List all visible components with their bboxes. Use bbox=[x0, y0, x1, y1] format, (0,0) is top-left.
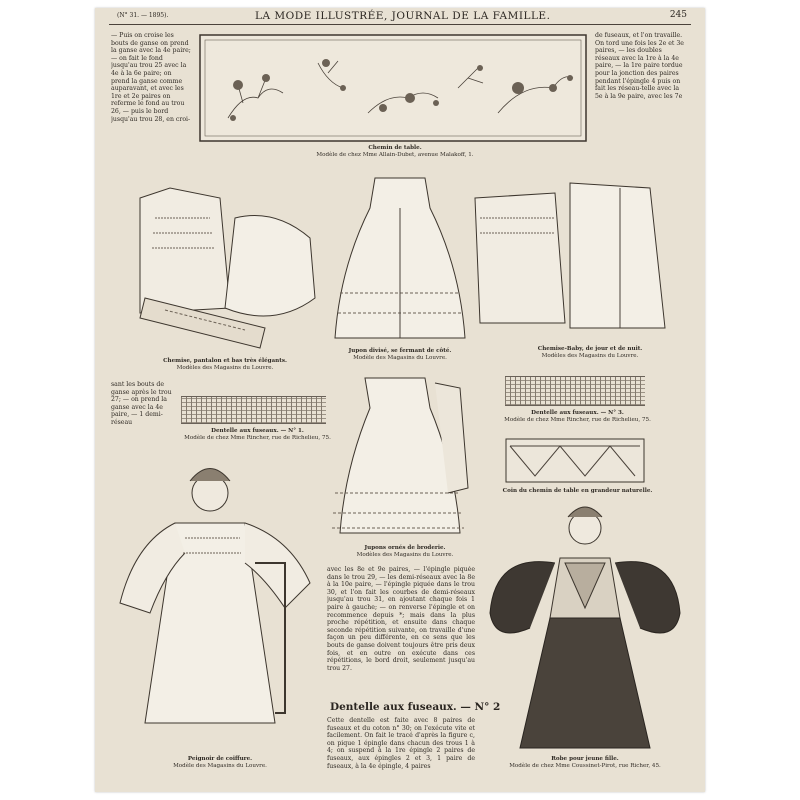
journal-title: LA MODE ILLUSTRÉE, JOURNAL DE LA FAMILLE. bbox=[255, 10, 551, 22]
text-top-right: de fuseaux, et l'on travaille. On tord une fois les 2e et 3e paires, — les doubles réseaux avec la 1re à la 4e paire, — la 1re paire tordue pour la jonction des paires pendant l'épingle 4 puis on fait les réseau-telle avec la 5e à la 9e paire, avec les 7e bbox=[595, 32, 684, 100]
caption-peignoir-credit: Modèle des Magasins du Louvre. bbox=[173, 763, 267, 769]
caption-dentelle1-title: Dentelle aux fuseaux. — N° 1. bbox=[211, 428, 304, 434]
issue-number: (N° 31. — 1895). bbox=[117, 12, 169, 19]
caption-chemise bbox=[120, 358, 330, 372]
coin-chemin-illustration bbox=[505, 438, 645, 483]
text-mid-left: sant les bouts de ganse après le trou 27; — on prend la ganse avec la 4e paire, — 1 demi-réseau bbox=[111, 381, 172, 426]
caption-robe-title: Robe pour jeune fille. bbox=[551, 756, 619, 762]
magazine-page bbox=[95, 8, 705, 792]
page-header bbox=[95, 8, 705, 24]
caption-peignoir-title: Peignoir de coiffure. bbox=[187, 756, 253, 762]
text-middle-column: avec les 8e et 9e paires, — l'épingle piquée dans le trou 29, — les demi-réseaux avec la 8e à la 10e paire, — l'épingle piquée dans le trou 30, et l'on fait les courbes de demi-réseaux jusqu'au trou 31, en ajoutant chaque fois 1 paire à gauche; — on renverse l'épingle et on recommence depuis *; mais dans la plus proche répétition, et ensuite dans chaque seconde répétition suivante, on travaille d'une façon un peu différente, en ce sens que les bouts de ganse doivent toujours être pris deux fois, et en outre on exécute dans ces répétitions, le bord droit, seulement jusqu'au trou 27. bbox=[327, 566, 475, 672]
caption-jupon-divise-title: Jupon divisé, se fermant de côté. bbox=[348, 348, 452, 354]
caption-dentelle3-title: Dentelle aux fuseaux. — N° 3. bbox=[531, 410, 624, 416]
header-rule bbox=[109, 24, 691, 25]
caption-jupons-brodes-title: Jupons ornés de broderie. bbox=[364, 545, 446, 551]
caption-coin bbox=[490, 488, 665, 495]
caption-jupons-brodes-credit: Modèles des Magasins du Louvre. bbox=[356, 552, 454, 558]
dentelle-body-text: Cette dentelle est faite avec 8 paires de fuseaux et du coton n° 30; on l'exécute vite et facilement. On fait le tracé d'après la figure c, on pique 1 épingle dans chacun des trous 1 à 4; on suspend à la 1re épingle 2 paires de fuseaux, aux épingles 2 et 3, 1 paire de fuseaux, à la 4e épingle, 4 paires bbox=[327, 717, 475, 770]
dentelle-3-lace bbox=[505, 376, 645, 406]
chemise-illustration bbox=[125, 178, 325, 358]
caption-chemin bbox=[245, 145, 545, 159]
jupons-brodes-illustration bbox=[325, 373, 475, 543]
page-number: 245 bbox=[669, 10, 687, 20]
caption-jupon-divise-credit: Modèle des Magasins du Louvre. bbox=[353, 355, 447, 361]
robe-illustration bbox=[480, 503, 690, 753]
caption-chemise-credit: Modèles des Magasins du Louvre. bbox=[176, 365, 274, 371]
table-runner-illustration bbox=[198, 33, 588, 143]
caption-chemise-baby-credit: Modèles des Magasins du Louvre. bbox=[541, 353, 639, 359]
peignoir-illustration bbox=[115, 463, 320, 748]
caption-chemise-baby-title: Chemise-Baby, de jour et de nuit. bbox=[537, 346, 643, 352]
caption-chemise-title: Chemise, pantalon et bas très élégants. bbox=[163, 358, 287, 364]
caption-robe bbox=[485, 756, 685, 770]
caption-jupon-divise bbox=[320, 348, 480, 362]
caption-jupons-brodes bbox=[335, 545, 475, 559]
dentelle-heading: Dentelle aux fuseaux. — N° 2 bbox=[330, 701, 501, 713]
caption-coin-title: Coin du chemin de table en grandeur naturelle. bbox=[502, 488, 653, 494]
caption-dentelle1-credit: Modèle de chez Mme Rincher, rue de Richelieu, 75. bbox=[184, 435, 331, 441]
caption-dentelle1 bbox=[170, 428, 345, 442]
caption-peignoir bbox=[135, 756, 305, 770]
text-top-left: — Puis on croise les bouts de ganse on prend la ganse avec la 4e paire; — on fait le fond jusqu'au trou 25 avec la 4e à la 6e paire; on prend la ganse comme auparavant, et avec les 1re et 2e paires on referme le fond au trou 26, — puis le bord jusqu'au trou 28, en croi- bbox=[111, 32, 191, 123]
caption-chemin-credit: Modèle de chez Mme Allain-Dubet, avenue Malakoff, 1. bbox=[316, 152, 474, 158]
dentelle-1-lace bbox=[181, 396, 326, 424]
caption-dentelle3 bbox=[490, 410, 665, 424]
caption-robe-credit: Modèle de chez Mme Coussinet-Pirot, rue Richer, 45. bbox=[509, 763, 661, 769]
caption-chemise-baby bbox=[500, 346, 680, 360]
caption-dentelle3-credit: Modèle de chez Mme Rincher, rue de Richelieu, 75. bbox=[504, 417, 651, 423]
caption-chemin-title: Chemin de table. bbox=[368, 145, 422, 151]
chemise-baby-illustration bbox=[470, 173, 670, 348]
jupon-divise-illustration bbox=[330, 168, 470, 348]
